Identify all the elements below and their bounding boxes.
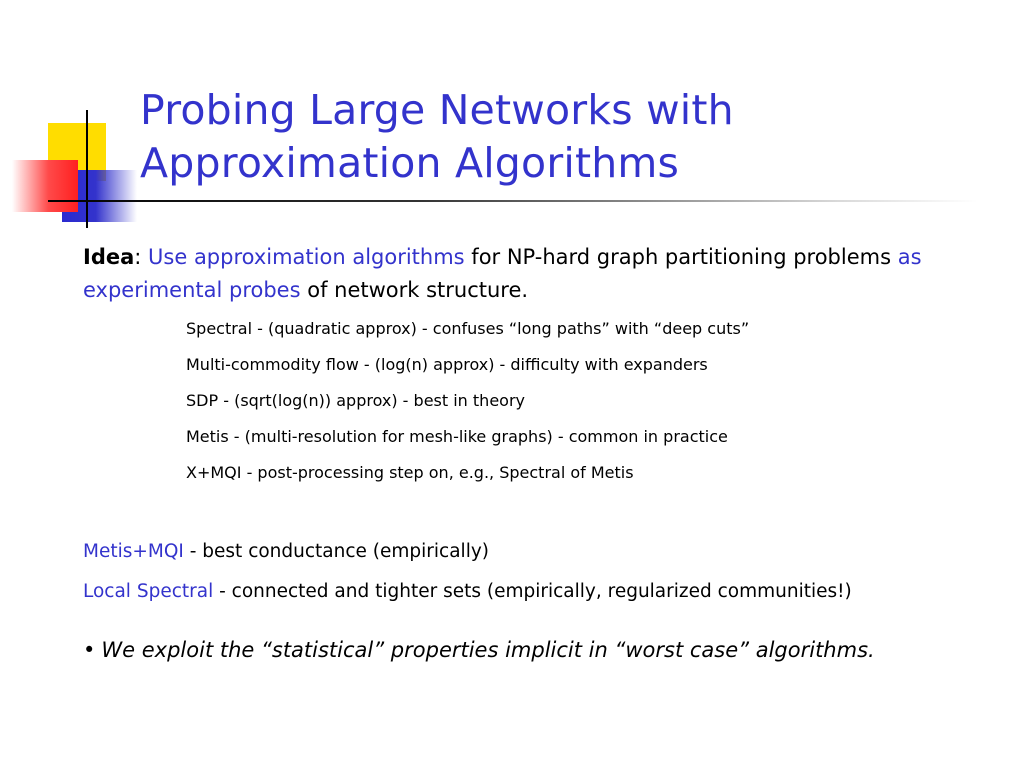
bullet-icon: • xyxy=(83,638,96,662)
methods-list xyxy=(186,311,1013,491)
idea-label: Idea xyxy=(83,245,135,269)
decor-red-square xyxy=(12,160,78,212)
method-item-xmqi: X+MQI - post-processing step on, e.g., Spectral of Metis xyxy=(186,463,634,482)
result-name: Local Spectral xyxy=(83,581,214,602)
result-text: - best conductance (empirically) xyxy=(183,541,490,562)
slide-title-line-1: Probing Large Networks with xyxy=(140,86,734,134)
idea-highlight-probes: as experimental probes xyxy=(83,245,922,302)
result-metis-mqi xyxy=(83,532,1013,572)
conclusion-text: We exploit the “statistical” properties implicit in “worst case” algorithms. xyxy=(101,638,875,662)
method-item-sdp: SDP - (sqrt(log(n)) approx) - best in theory xyxy=(186,391,525,410)
result-name: Metis+MQI xyxy=(83,541,184,562)
idea-paragraph xyxy=(83,241,1013,307)
title-underline-rule xyxy=(48,200,978,202)
decor-vertical-rule xyxy=(86,110,88,228)
result-text: - connected and tighter sets (empirically, regularized communities!) xyxy=(213,581,852,602)
slide-title xyxy=(140,84,734,190)
idea-highlight-approximation: Use approximation algorithms xyxy=(148,245,465,269)
slide-title-line-2: Approximation Algorithms xyxy=(140,139,680,187)
idea-colon: : xyxy=(134,245,142,269)
result-local-spectral xyxy=(83,572,1013,612)
results-block xyxy=(83,532,1013,612)
slide-body xyxy=(83,241,1013,666)
idea-text-2: of network structure. xyxy=(300,278,529,302)
method-item-multicommodity: Multi-commodity flow - (log(n) approx) - difficulty with expanders xyxy=(186,355,708,374)
method-item-spectral: Spectral - (quadratic approx) - confuses “long paths” with “deep cuts” xyxy=(186,319,750,338)
idea-text-1: for NP-hard graph partitioning problems xyxy=(464,245,898,269)
method-item-metis: Metis - (multi-resolution for mesh-like graphs) - common in practice xyxy=(186,427,728,446)
conclusion-paragraph xyxy=(83,634,1013,666)
